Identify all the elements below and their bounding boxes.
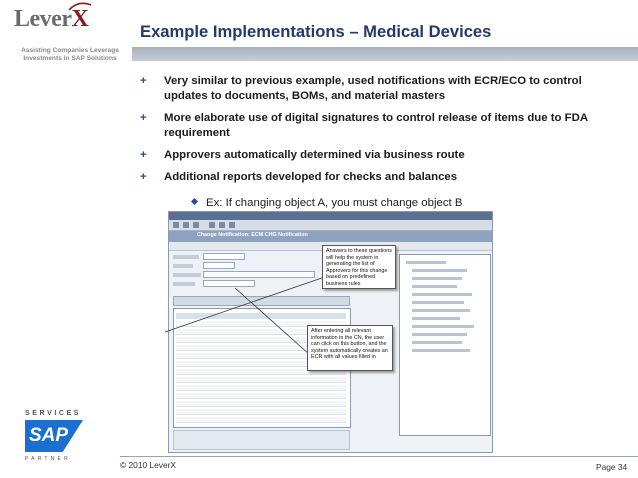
tree-node bbox=[412, 341, 462, 344]
callout-approvers: Answers to these questions will help the system in generating the list of Approvers for this change based on predefined business rules bbox=[322, 245, 396, 289]
diamond-bullet-icon bbox=[191, 198, 198, 205]
callout-ecr-button: After entering all relevant information in the CN, the user can click on this button, and the system automatically creates an ECR with all values filled in bbox=[307, 325, 393, 371]
tree-node bbox=[406, 261, 446, 264]
sap-services-partner-logo bbox=[25, 410, 105, 468]
leverx-logo bbox=[14, 6, 89, 40]
logo-x: X bbox=[71, 6, 89, 32]
slide-title: Example Implementations – Medical Devices bbox=[140, 22, 492, 41]
toolbar-icon bbox=[193, 222, 199, 228]
tree-node bbox=[412, 293, 472, 296]
plus-bullet-icon: + bbox=[140, 75, 147, 87]
bullet-item bbox=[140, 170, 610, 185]
toolbar-icon bbox=[219, 222, 225, 228]
toolbar-icon bbox=[229, 222, 235, 228]
footer-divider bbox=[120, 456, 638, 457]
tree-node bbox=[412, 269, 467, 272]
toolbar-icon bbox=[183, 222, 189, 228]
title-band bbox=[132, 47, 638, 61]
logo-text-part: Lever bbox=[14, 6, 72, 32]
logo-swoosh-icon bbox=[68, 2, 92, 12]
partner-logo-brand-text: SAP bbox=[29, 425, 69, 446]
bullet-text: Very similar to previous example, used notifications with ECR/ECO to control updates to documents, BOMs, and material masters bbox=[164, 75, 582, 102]
partner-logo-partner-text: PARTNER bbox=[25, 456, 71, 462]
sub-bullet-item bbox=[192, 197, 462, 209]
table-row bbox=[176, 417, 346, 423]
table-row bbox=[176, 401, 346, 407]
toolbar-icon bbox=[173, 222, 179, 228]
plus-bullet-icon: + bbox=[140, 112, 147, 124]
bullet-text: More elaborate use of digital signatures to control release of items due to FDA requirement bbox=[164, 112, 588, 139]
callout-2-pointer bbox=[235, 288, 310, 355]
callout-1-pointer bbox=[165, 270, 345, 332]
tree-node bbox=[412, 349, 470, 352]
tree-node bbox=[412, 309, 470, 312]
tree-node bbox=[412, 301, 464, 304]
sap-bottom-fields bbox=[173, 430, 350, 450]
tree-node bbox=[412, 317, 460, 320]
toolbar-icon bbox=[209, 222, 215, 228]
bullet-item bbox=[140, 111, 610, 140]
sap-header-title: Change Notification: ECM CHG Notification bbox=[197, 232, 308, 238]
sap-toolbar bbox=[169, 220, 492, 231]
bullet-item bbox=[140, 148, 610, 163]
footer-copyright: © 2010 LeverX bbox=[120, 460, 176, 470]
company-tagline: Assisting Companies Leverage Investments in SAP Solutions bbox=[21, 47, 119, 63]
sub-bullet-text: Ex: If changing object A, you must change object B bbox=[206, 197, 463, 209]
table-row bbox=[176, 385, 346, 391]
partner-logo-services-text: SERVICES bbox=[25, 410, 82, 417]
sap-menu-bar bbox=[169, 212, 492, 220]
table-row bbox=[176, 393, 346, 399]
table-row bbox=[176, 409, 346, 415]
bullet-text: Additional reports developed for checks and balances bbox=[164, 171, 458, 183]
page-number: Page 34 bbox=[596, 462, 628, 472]
tree-node bbox=[412, 277, 462, 280]
plus-bullet-icon: + bbox=[140, 149, 147, 161]
tree-node bbox=[412, 333, 467, 336]
plus-bullet-icon: + bbox=[140, 171, 147, 183]
sap-action-tree bbox=[399, 254, 491, 436]
bullet-item bbox=[140, 74, 610, 103]
bullet-text: Approvers automatically determined via business route bbox=[164, 149, 465, 161]
tree-node bbox=[412, 285, 457, 288]
tree-node bbox=[412, 325, 474, 328]
